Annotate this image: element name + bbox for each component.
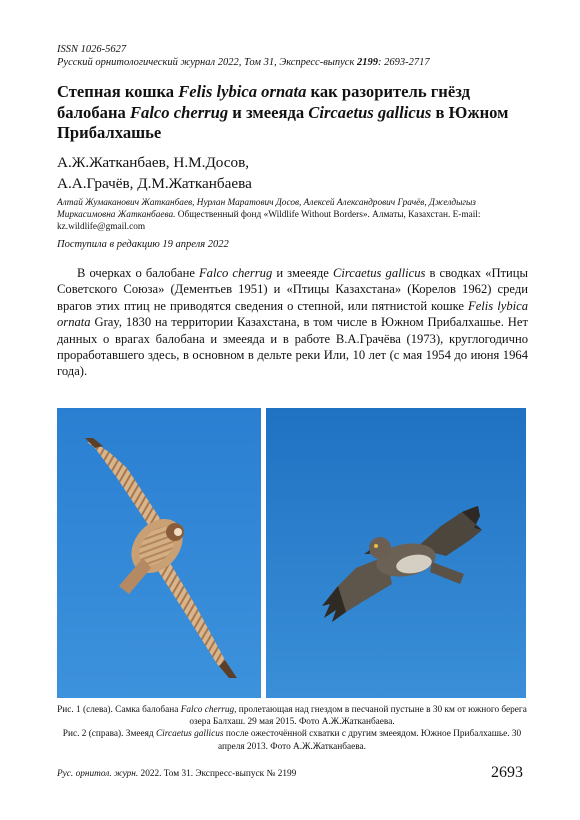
caption-species: Falco cherrug [180, 705, 235, 715]
figure-1-falcon-photo [57, 408, 261, 698]
caption-species: Circaetus gallicus [155, 729, 224, 740]
body-species: Falco cherrug [198, 266, 273, 280]
body-species: Circaetus gallicus [332, 266, 426, 280]
title-part: в Южном Прибалхашье [57, 102, 509, 142]
issue-number: 2199 [357, 57, 378, 68]
caption-text: Рис. 1 (слева). Самка балобана [57, 705, 181, 715]
caption-text: после ожесточённой схватки с другим змееядом. Южное Прибалхашье. 30 апреля 2013. Фото А.Ж.Жатканбаева. [218, 729, 522, 752]
body-text: В очерках о балобане [77, 266, 199, 280]
authors-line-1: А.Ж.Жатканбаев, Н.М.Досов, [57, 154, 250, 171]
title-species: Circaetus gallicus [308, 102, 432, 122]
footer-citation [57, 768, 296, 780]
issn-line: ISSN 1026-5627 [57, 44, 127, 55]
body-text: и змееяде [272, 266, 333, 280]
body-text: Gray, 1830 на территории Казахстана, в том числе в Южном Прибалхашье. Нет данных о врагах балобана и змееяда и в работе В.А.Грачёва (1973), круглогодично проработавшего здесь, в основном в дельте реки Или, 10 лет (с мая 1954 до июня 1964 года). [57, 315, 528, 379]
author-full-names: Алтай Жумаканович Жатканбаев, Нурлан Маратович Досов, Алексей Александрович Грачёв, Джелдыгыз Миркасимовна Жатканбаева. [57, 198, 476, 221]
title-species: Falco cherrug [129, 102, 229, 122]
title-part: как разоритель гнёзд балобана [57, 82, 470, 122]
journal-citation [57, 57, 527, 69]
article-title [57, 82, 527, 144]
authors-line-2: А.А.Грачёв, Д.М.Жатканбаева [57, 175, 252, 192]
journal-pages: : 2693-2717 [378, 57, 430, 68]
eagle-head [369, 537, 391, 559]
falcon-photo-illustration [57, 408, 261, 698]
title-part: и змееяда [228, 102, 309, 122]
body-species: Felis lybica ornata [57, 298, 529, 330]
title-species: Felis lybica ornata [178, 82, 307, 101]
journal-citation-text: Русский орнитологический журнал 2022, Том 31, Экспресс-выпуск [57, 57, 357, 68]
body-paragraph [57, 265, 528, 380]
page-number: 2693 [491, 764, 523, 781]
caption-text: Рис. 2 (справа). Змееяд [62, 729, 156, 740]
figure-2-eagle-photo [266, 408, 526, 698]
body-text: в сводках «Птицы Советского Союза» (Дементьев 1951) и «Птицы Казахстана» (Корелов 1962) среди врагов этих птиц не приводятся сведения о степной, или пятнистой кошке [57, 266, 528, 313]
footer-journal: Рус. орнитол. журн. [57, 769, 139, 779]
figure-captions [57, 704, 527, 753]
eagle-photo-illustration [266, 408, 526, 698]
title-part: Степная кошка [57, 82, 179, 101]
received-date: Поступила в редакцию 19 апреля 2022 [57, 239, 229, 250]
organization: Общественный фонд «Wildlife Without Borders». Алматы, Казахстан. E-mail: [175, 210, 481, 221]
affiliation [57, 197, 527, 234]
figure-1-caption [57, 704, 527, 728]
email-link[interactable]: kz.wildlife@gmail.com [57, 222, 146, 233]
footer-issue: 2022. Том 31. Экспресс-выпуск № 2199 [138, 769, 297, 779]
authors [57, 152, 527, 194]
figure-2-caption [57, 728, 527, 752]
caption-text: , пролетающая над гнездом в песчаной пустыне в 30 км от южного берега озера Балхаш. 29 мая 2015. Фото А.Ж.Жатканбаева. [189, 705, 527, 728]
